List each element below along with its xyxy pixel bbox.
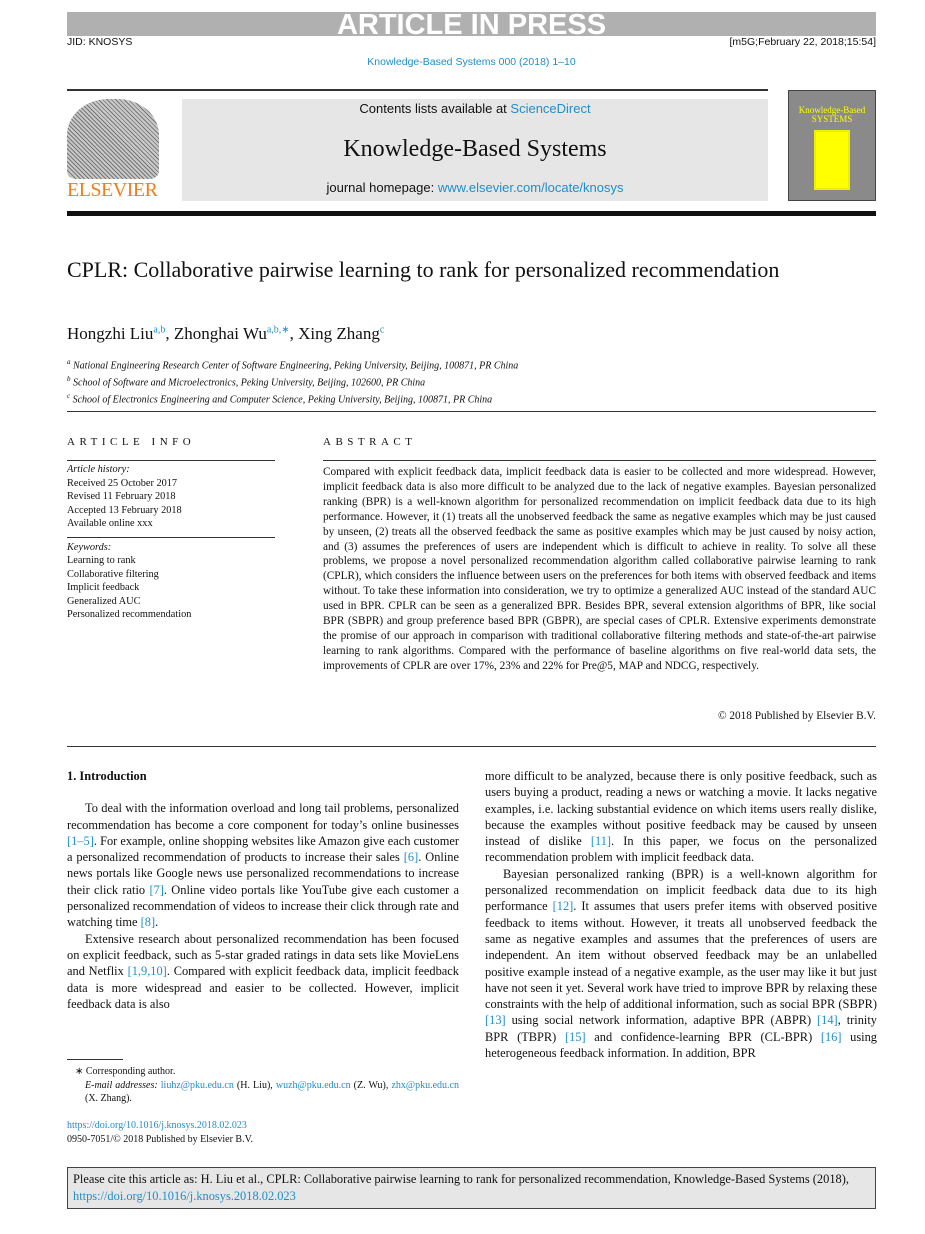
email-label: E-mail addresses: bbox=[85, 1079, 161, 1091]
body-right-column bbox=[485, 768, 877, 1061]
affil-mark: b bbox=[67, 374, 71, 383]
cover-title: Knowledge-Based SYSTEMS bbox=[798, 105, 866, 124]
history-label: Article history: bbox=[67, 464, 130, 475]
doi-block bbox=[67, 1119, 253, 1146]
keyword: Collaborative filtering bbox=[67, 568, 159, 580]
history-item: Revised 11 February 2018 bbox=[67, 491, 176, 502]
reference-link[interactable]: [16] bbox=[820, 1029, 842, 1044]
divider bbox=[67, 411, 876, 412]
paragraph bbox=[485, 866, 877, 1062]
footnote bbox=[67, 1065, 459, 1106]
section-heading: 1. Introduction bbox=[67, 769, 147, 783]
author-affil-mark[interactable]: a,b bbox=[153, 324, 166, 336]
affil-mark: a bbox=[67, 358, 71, 366]
reference-link[interactable]: [14] bbox=[817, 1013, 838, 1028]
separator: , bbox=[165, 324, 174, 343]
homepage-label: journal homepage: bbox=[326, 180, 438, 195]
publisher-name: ELSEVIER bbox=[67, 179, 158, 201]
email-link[interactable]: wuzh@pku.edu.cn bbox=[275, 1079, 351, 1091]
history-item: Available online xxx bbox=[67, 518, 153, 529]
email-owner: (Z. Wu), bbox=[350, 1079, 392, 1091]
reference-link[interactable]: [12] bbox=[552, 899, 574, 914]
article-info bbox=[67, 460, 275, 622]
divider bbox=[67, 211, 876, 216]
affil-text: School of Software and Microelectronics, Peking University, Beijing, 102600, PR China bbox=[70, 377, 426, 389]
author-name: Hongzhi Liu bbox=[67, 324, 154, 343]
text-run: more difficult to be analyzed, because there is only positive feedback, such as users buying a product, reading a news or watching a movie. It lacks negative examples, i.e. lacking substantial evidence on which items users really dislike, because the examples without positive feedback may be caused by unseen instead of dislike bbox=[485, 769, 877, 849]
keywords-label: Keywords: bbox=[67, 541, 112, 553]
journal-id: JID: KNOSYS bbox=[67, 36, 133, 48]
affil-text: School of Electronics Engineering and Computer Science, Peking University, Beijing, 100871, PR China bbox=[70, 393, 493, 405]
affil-text: National Engineering Research Center of Software Engineering, Peking University, Beijing, 100871, PR China bbox=[70, 360, 519, 372]
copyright: © 2018 Published by Elsevier B.V. bbox=[717, 710, 876, 722]
journal-cover bbox=[788, 90, 876, 201]
divider bbox=[323, 460, 876, 461]
journal-name: Knowledge-Based Systems bbox=[343, 136, 607, 162]
author-affil-mark[interactable]: c bbox=[379, 324, 385, 336]
email-owner: (H. Liu), bbox=[233, 1079, 276, 1091]
reference-link[interactable]: [15] bbox=[564, 1029, 586, 1044]
text-run: using social network information, adaptive BPR (ABPR) bbox=[505, 1013, 818, 1028]
text-run: To deal with the information overload and long tail problems, personalized recommendation has become a core component for today’s online businesses bbox=[67, 801, 459, 832]
elsevier-logo bbox=[67, 99, 159, 204]
homepage-link[interactable]: www.elsevier.com/locate/knosys bbox=[437, 180, 624, 195]
journal-banner bbox=[182, 99, 768, 201]
abstract-text: Compared with explicit feedback data, implicit feedback data is easier to be collected and more widespread. However, implicit feedback data is also more difficult to be analyzed due to the lack of negative examples. Bayesian personalized ranking (BPR) is a well-known algorithm for personalized recommendation on implicit feedback data due to its high performance. However, it (1) treats all the unobserved feedback the same as negative examples which may be just caused by unseen, (2) treats all the observed feedback the same as positive examples which may be just caused by noisy action, and (3) assumes the preferences of users are independent which is difficult to achieve in reality. To solve all these problems, we propose a novel personalized recommendation algorithm called collaborative pairwise learning to rank (CPLR), which considers the influence between users on the preferences for both items with observed feedback and items without. To take these information into consideration, we try to optimize a generalized AUC instead of the standard AUC used in BPR. CPLR can be seen as a generalized BPR. Besides BPR, several extension algorithms of BPR, like social BPR (SBPR) and group preference based BPR (GBPR), are special cases of CPLR. Extensive experiments demonstrate the promise of our approach in comparison with traditional collaborative filtering methods and state-of-the-art pairwise learning to rank algorithms. Compared with the performance of baseline algorithms on five real-world data sets, the improvements of CPLR are over 17%, 23% and 22% for Pre@5, MAP and NDCG, respectively. bbox=[323, 466, 876, 672]
history-item: Accepted 13 February 2018 bbox=[67, 504, 182, 516]
reference-link[interactable]: [13] bbox=[485, 1013, 506, 1028]
author-list bbox=[67, 324, 384, 344]
divider bbox=[67, 89, 768, 91]
keyword: Implicit feedback bbox=[67, 582, 140, 593]
keyword: Learning to rank bbox=[67, 555, 136, 566]
text-run: . Online video portals like YouTube give each customer a personalized recommendation of videos to increase their click through rate and watching time bbox=[67, 882, 459, 930]
contents-label: Contents lists available at bbox=[359, 101, 511, 116]
reference-link[interactable]: [7] bbox=[149, 882, 164, 897]
keyword: Personalized recommendation bbox=[67, 609, 192, 620]
history-item: Received 25 October 2017 bbox=[67, 477, 178, 489]
author-name: Zhonghai Wu bbox=[173, 324, 267, 343]
cover-image bbox=[814, 130, 850, 190]
text-run: . Online news portals like Google news use personalized recommendations to increase their click ratio bbox=[67, 850, 460, 897]
citation-box bbox=[67, 1167, 876, 1209]
tree-icon bbox=[67, 99, 159, 179]
corresponding-author: Corresponding author. bbox=[85, 1066, 176, 1077]
article-title: CPLR: Collaborative pairwise learning to rank for personalized recommendation bbox=[67, 257, 780, 282]
citation-doi-link[interactable]: https://doi.org/10.1016/j.knosys.2018.02.023 bbox=[73, 1189, 296, 1203]
paragraph bbox=[67, 931, 459, 1012]
separator: , bbox=[289, 324, 299, 343]
reference-link[interactable]: [11] bbox=[590, 834, 612, 849]
text-run: and confidence-learning BPR (CL-BPR) bbox=[585, 1029, 821, 1044]
body-left-column bbox=[67, 768, 459, 1012]
reference-link[interactable]: [8] bbox=[140, 915, 156, 930]
citation-text: Please cite this article as: H. Liu et al., CPLR: Collaborative pairwise learning to rank for personalized recommendation, Knowledge-Based Systems (2018), bbox=[73, 1172, 849, 1186]
text-run: . bbox=[155, 915, 159, 930]
affil-mark: c bbox=[67, 391, 71, 400]
keyword: Generalized AUC bbox=[67, 595, 141, 607]
timestamp: [m5G;February 22, 2018;15:54] bbox=[729, 36, 876, 48]
text-run: Extensive research about personalized recommendation has been focused on explicit feedback, such as 5-star graded ratings in data sets like MovieLens and Netflix bbox=[67, 931, 459, 979]
article-info-heading: ARTICLE INFO bbox=[67, 436, 196, 448]
text-run: . For example, online shopping websites like Amazon give each customer a personalized recommendation of products to increase their sales bbox=[67, 833, 459, 865]
journal-reference-link[interactable]: Knowledge-Based Systems 000 (2018) 1–10 bbox=[367, 56, 576, 68]
text-run: . In this paper, we focus on the personalized recommendation problem with implicit feedback data. bbox=[485, 834, 877, 865]
reference-link[interactable]: [1–5] bbox=[67, 833, 94, 848]
doi-link[interactable]: https://doi.org/10.1016/j.knosys.2018.02.023 bbox=[67, 1120, 247, 1131]
footnote-mark: ∗ bbox=[75, 1066, 84, 1077]
text-run: . Compared with explicit feedback data, implicit feedback data is more widespread and easier to be collected. However, implicit feedback data is also bbox=[67, 964, 459, 1011]
issn: 0950-7051/© 2018 Published by Elsevier B.V. bbox=[67, 1133, 254, 1145]
text-run: , trinity BPR (TBPR) bbox=[485, 1013, 877, 1044]
text-run: . It assumes that users prefer items with observed positive feedback to items without. However, it treats all unobserved feedback the same as negative examples and assumes that the preferences of users are independent. An item without observed feedback may be an unlabelled positive example instead of a negative example, as the user may like it but just have not seen it yet. Several work have tried to improve BPR by relaxing these constraints with the help of additional information, such as social BPR (SBPR) bbox=[485, 899, 877, 1012]
email-link[interactable]: zhx@pku.edu.cn bbox=[391, 1079, 459, 1091]
email-link[interactable]: liuhz@pku.edu.cn bbox=[160, 1079, 234, 1091]
text-run: Bayesian personalized ranking (BPR) is a well-known algorithm for personalized recommendation on implicit feedback data due to its high performance bbox=[485, 866, 877, 914]
author-affil-mark[interactable]: a,b,∗ bbox=[266, 324, 290, 336]
paragraph bbox=[67, 800, 459, 930]
author-name: Xing Zhang bbox=[298, 324, 380, 343]
email-owner: (X. Zhang). bbox=[85, 1093, 132, 1104]
reference-link[interactable]: [6] bbox=[403, 850, 419, 865]
reference-link[interactable]: [1,9,10] bbox=[127, 964, 167, 979]
affiliation bbox=[67, 390, 518, 407]
divider bbox=[67, 746, 876, 747]
article-in-press-banner: ARTICLE IN PRESS bbox=[67, 12, 876, 36]
paragraph bbox=[485, 768, 877, 866]
divider bbox=[67, 537, 275, 538]
affiliation bbox=[67, 373, 518, 390]
affiliation bbox=[67, 356, 518, 373]
abstract-heading: ABSTRACT bbox=[323, 436, 417, 448]
text-run: using heterogeneous feedback information. In addition, BPR bbox=[485, 1029, 877, 1061]
footnote-divider bbox=[67, 1059, 123, 1060]
sciencedirect-link[interactable]: ScienceDirect bbox=[510, 101, 591, 116]
affiliations bbox=[67, 356, 518, 406]
